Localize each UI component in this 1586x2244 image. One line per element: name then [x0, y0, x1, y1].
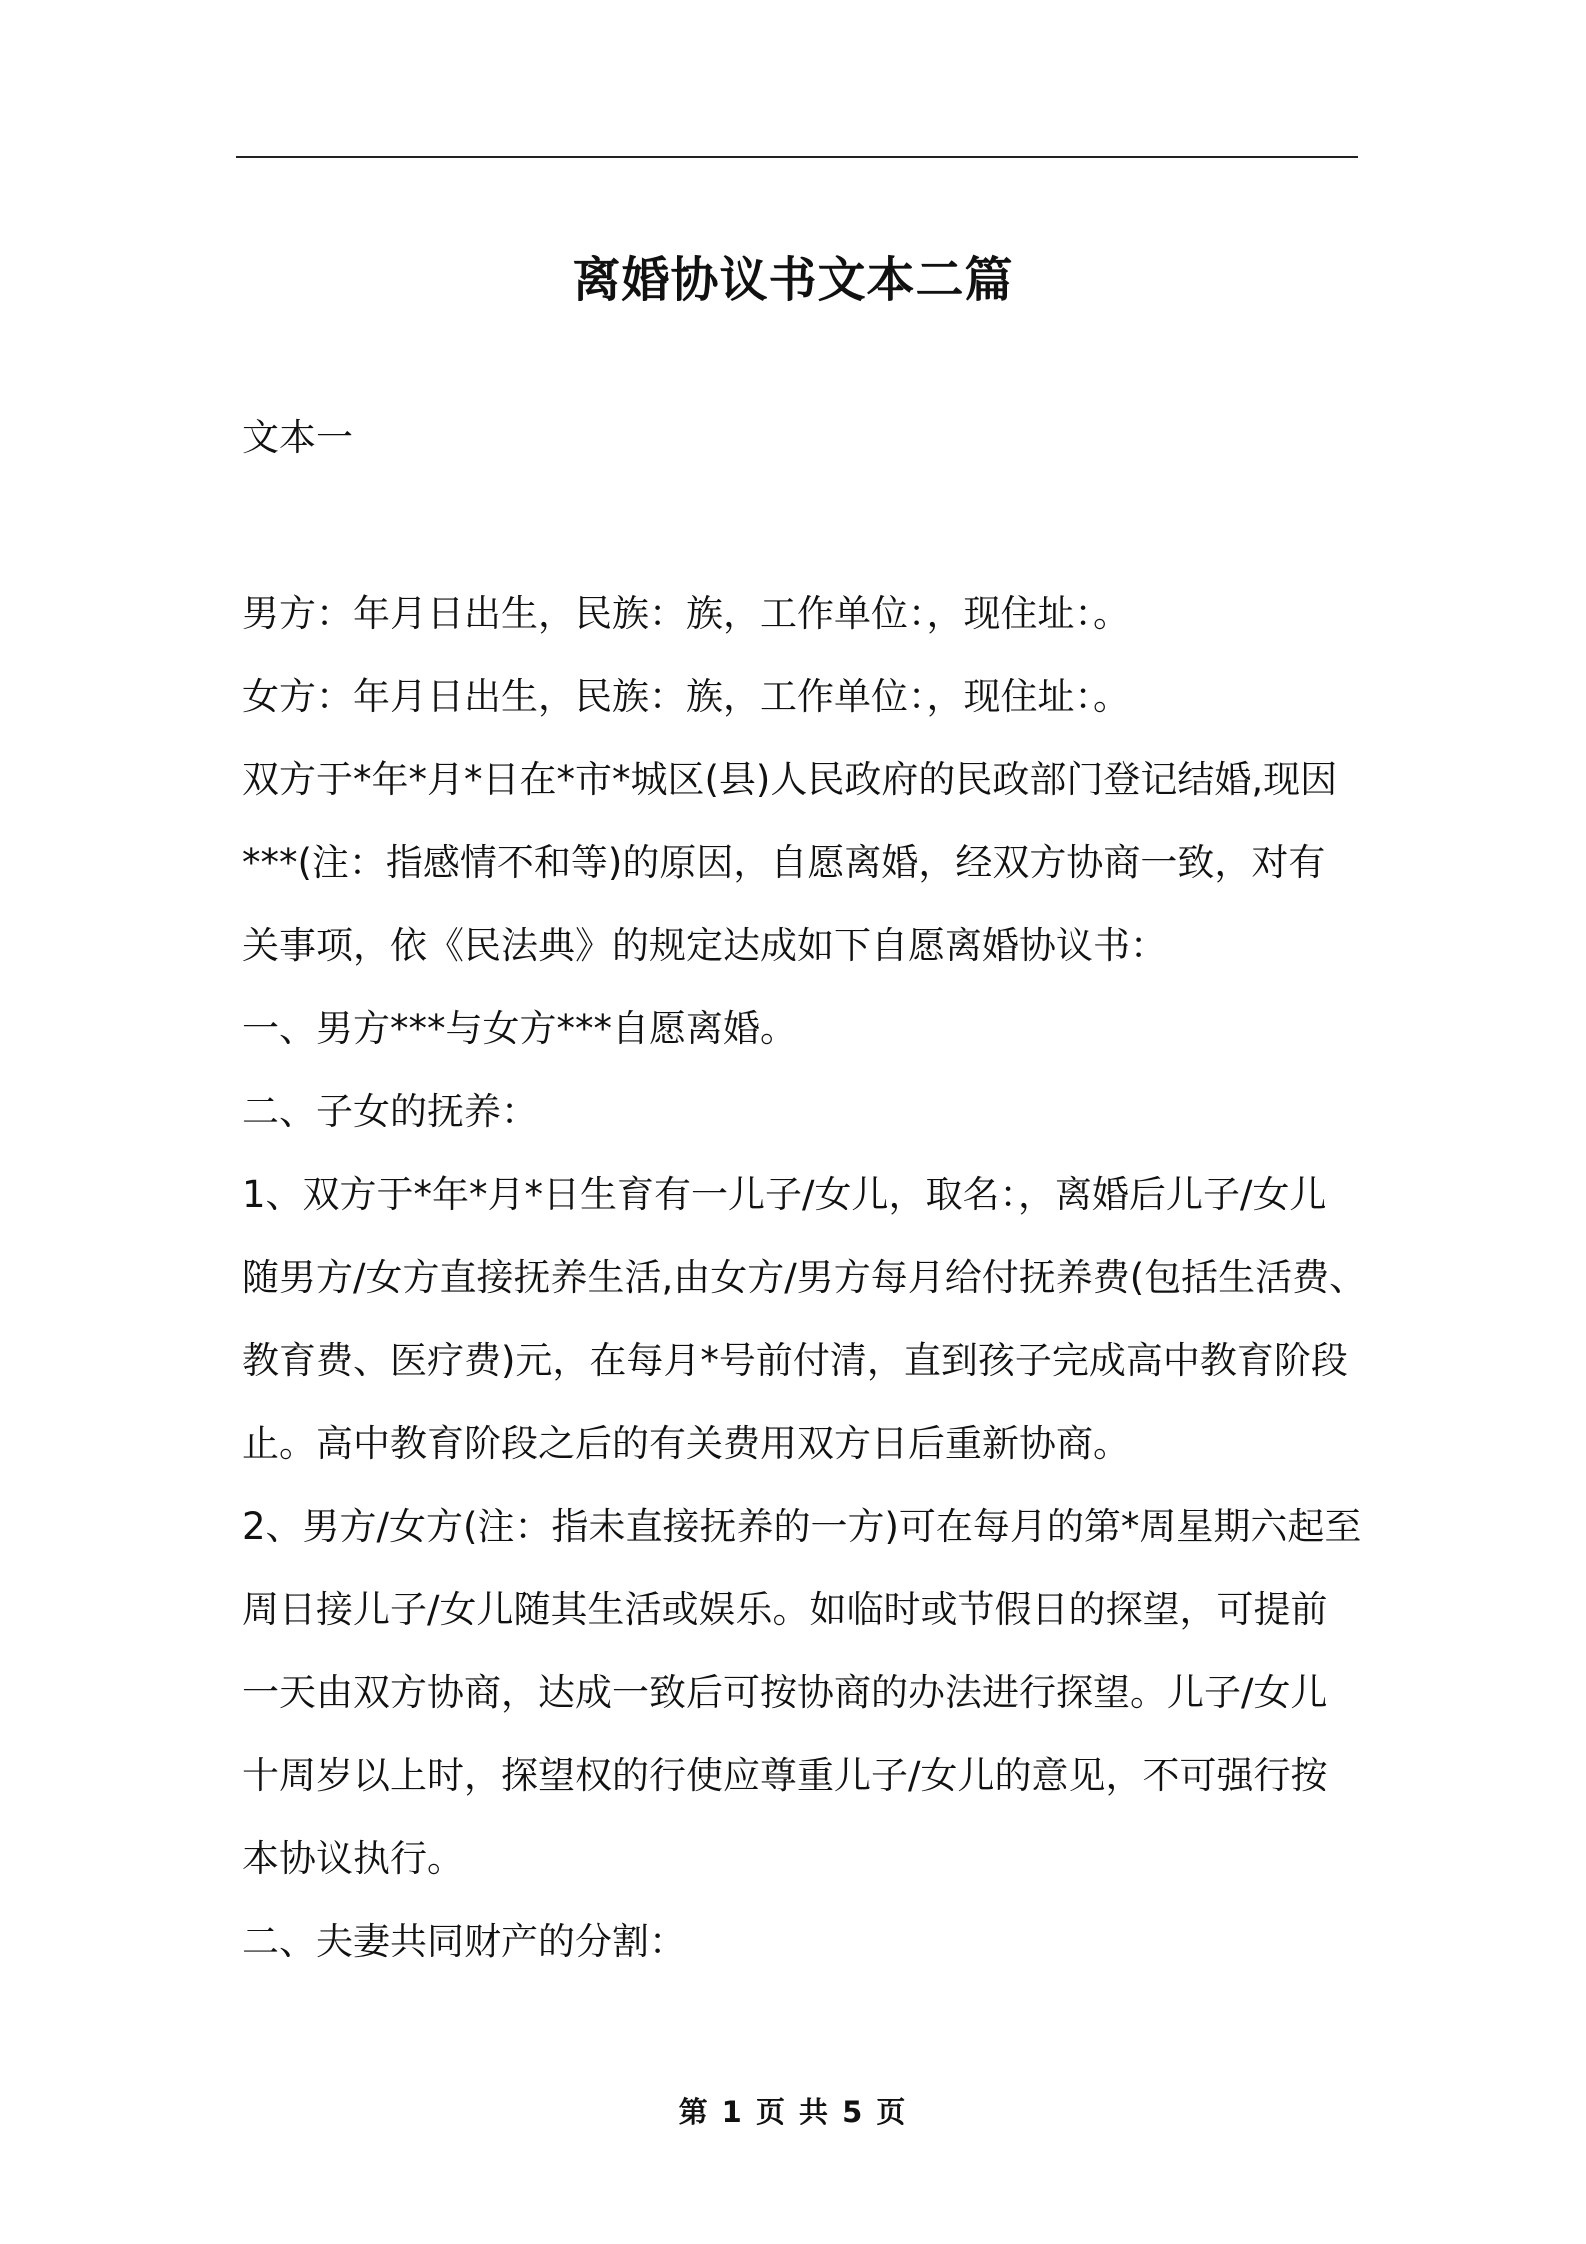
body-line: 教育费、医疗费)元，在每月*号前付清，直到孩子完成高中教育阶段	[242, 1339, 1348, 1382]
body-line: 一、男方***与女方***自愿离婚。	[242, 1007, 797, 1050]
body-line: 2、男方/女方(注：指未直接抚养的一方)可在每月的第*周星期六起至	[242, 1505, 1362, 1548]
body-line: 男方：年月日出生，民族：族，工作单位：，现住址：。	[242, 592, 1130, 635]
body-line: 一天由双方协商，达成一致后可按协商的办法进行探望。儿子/女儿	[242, 1671, 1328, 1714]
body-line: 双方于*年*月*日在*市*城区(县)人民政府的民政部门登记结婚,现因	[242, 758, 1338, 801]
header-divider	[236, 156, 1358, 158]
document-title: 离婚协议书文本二篇	[572, 252, 1014, 309]
document-body	[242, 572, 1372, 1983]
body-line: 1、双方于*年*月*日生育有一儿子/女儿，取名：，离婚后儿子/女儿	[242, 1173, 1327, 1216]
body-line: 止。高中教育阶段之后的有关费用双方日后重新协商。	[242, 1422, 1130, 1465]
body-line: 二、子女的抚养：	[242, 1090, 538, 1133]
body-line: 本协议执行。	[242, 1837, 464, 1880]
body-line: 女方：年月日出生，民族：族，工作单位：，现住址：。	[242, 675, 1130, 718]
body-line: 周日接儿子/女儿随其生活或娱乐。如临时或节假日的探望，可提前	[242, 1588, 1328, 1631]
body-line: 十周岁以上时，探望权的行使应尊重儿子/女儿的意见，不可强行按	[242, 1754, 1328, 1797]
body-line: 关事项，依《民法典》的规定达成如下自愿离婚协议书：	[242, 924, 1167, 967]
body-line: 二、夫妻共同财产的分割：	[242, 1920, 686, 1963]
body-line: ***(注：指感情不和等)的原因，自愿离婚，经双方协商一致，对有	[242, 841, 1326, 884]
body-line: 随男方/女方直接抚养生活,由女方/男方每月给付抚养费(包括生活费、	[242, 1256, 1367, 1299]
section-heading: 文本一	[242, 416, 353, 459]
page-number-footer: 第 1 页 共 5 页	[678, 2095, 908, 2129]
